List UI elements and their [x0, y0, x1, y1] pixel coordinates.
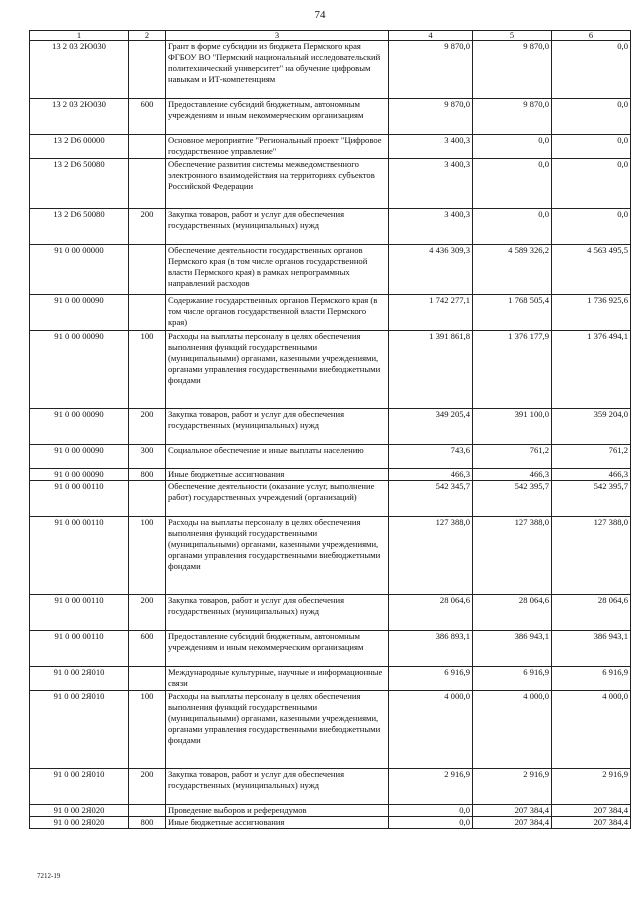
row-type-code: 200 [129, 409, 166, 445]
table-row [30, 817, 631, 829]
row-amount-3: 28 064,6 [552, 595, 631, 631]
table-row [30, 209, 631, 245]
row-code: 13 2 03 2Ю030 [30, 41, 129, 99]
column-header-amount-3: 6 [552, 31, 631, 41]
row-amount-2: 1 376 177,9 [473, 331, 552, 409]
row-amount-1: 542 345,7 [389, 481, 473, 517]
row-code: 91 0 00 00090 [30, 469, 129, 481]
row-type-code [129, 159, 166, 209]
table-row [30, 409, 631, 445]
row-amount-2: 127 388,0 [473, 517, 552, 595]
row-amount-1: 3 400,3 [389, 135, 473, 159]
row-type-code: 200 [129, 595, 166, 631]
row-code: 13 2 03 2Ю030 [30, 99, 129, 135]
row-amount-1: 4 436 309,3 [389, 245, 473, 295]
row-type-code: 100 [129, 691, 166, 769]
row-amount-2: 9 870,0 [473, 41, 552, 99]
row-type-code: 200 [129, 769, 166, 805]
row-amount-1: 743,6 [389, 445, 473, 469]
row-amount-2: 0,0 [473, 159, 552, 209]
row-amount-1: 0,0 [389, 805, 473, 817]
row-amount-1: 3 400,3 [389, 159, 473, 209]
table-row [30, 135, 631, 159]
row-amount-2: 761,2 [473, 445, 552, 469]
row-description: Расходы на выплаты персоналу в целях обеспечения выполнения функций государственными (муниципальными) органами, казенными учреждениями, органами управления государственными внебюджетными фондами [166, 691, 389, 769]
row-amount-1: 0,0 [389, 817, 473, 829]
row-amount-3: 0,0 [552, 209, 631, 245]
row-amount-3: 359 204,0 [552, 409, 631, 445]
row-description: Обеспечение развития системы межведомственного электронного взаимодействия на территориях субъектов Российской Федерации [166, 159, 389, 209]
row-amount-1: 1 391 861,8 [389, 331, 473, 409]
column-header-code: 1 [30, 31, 129, 41]
row-amount-1: 1 742 277,1 [389, 295, 473, 331]
row-description: Грант в форме субсидии из бюджета Пермского края ФГБОУ ВО "Пермский национальный исследовательский политехнический университет" на обучение цифровым навыкам и ИТ-компетенциям [166, 41, 389, 99]
row-description: Иные бюджетные ассигнования [166, 817, 389, 829]
row-description: Обеспечение деятельности (оказание услуг, выполнение работ) государственных учреждений (организаций) [166, 481, 389, 517]
row-code: 91 0 00 2Я010 [30, 769, 129, 805]
row-description: Закупка товаров, работ и услуг для обеспечения государственных (муниципальных) нужд [166, 769, 389, 805]
table-row [30, 245, 631, 295]
row-code: 13 2 D6 50080 [30, 209, 129, 245]
row-type-code: 600 [129, 99, 166, 135]
row-code: 13 2 D6 50080 [30, 159, 129, 209]
row-type-code [129, 245, 166, 295]
row-amount-2: 4 589 326,2 [473, 245, 552, 295]
row-amount-3: 466,3 [552, 469, 631, 481]
row-amount-2: 542 395,7 [473, 481, 552, 517]
table-row [30, 331, 631, 409]
footer-mark: 7212-19 [37, 872, 61, 880]
row-amount-2: 386 943,1 [473, 631, 552, 667]
row-code: 91 0 00 00090 [30, 445, 129, 469]
table-row [30, 667, 631, 691]
row-amount-2: 9 870,0 [473, 99, 552, 135]
row-type-code: 100 [129, 517, 166, 595]
budget-table [29, 30, 631, 829]
row-description: Проведение выборов и референдумов [166, 805, 389, 817]
row-amount-3: 0,0 [552, 135, 631, 159]
row-description: Закупка товаров, работ и услуг для обеспечения государственных (муниципальных) нужд [166, 409, 389, 445]
row-amount-2: 6 916,9 [473, 667, 552, 691]
row-amount-2: 0,0 [473, 209, 552, 245]
row-description: Обеспечение деятельности государственных органов Пермского края (в том числе органов государственной власти Пермского края) в рамках непрограммных направлений расходов [166, 245, 389, 295]
row-amount-1: 466,3 [389, 469, 473, 481]
table-row [30, 99, 631, 135]
row-code: 91 0 00 00000 [30, 245, 129, 295]
row-amount-2: 0,0 [473, 135, 552, 159]
row-type-code [129, 295, 166, 331]
row-type-code: 200 [129, 209, 166, 245]
row-amount-2: 207 384,4 [473, 805, 552, 817]
table-row [30, 631, 631, 667]
table-header-row [30, 31, 631, 41]
row-type-code: 300 [129, 445, 166, 469]
table-row [30, 805, 631, 817]
row-type-code [129, 41, 166, 99]
row-code: 91 0 00 00090 [30, 409, 129, 445]
table-row [30, 481, 631, 517]
table-row [30, 295, 631, 331]
row-amount-3: 127 388,0 [552, 517, 631, 595]
row-description: Социальное обеспечение и иные выплаты населению [166, 445, 389, 469]
row-code: 91 0 00 00110 [30, 517, 129, 595]
row-amount-1: 4 000,0 [389, 691, 473, 769]
row-amount-3: 0,0 [552, 99, 631, 135]
row-amount-3: 1 736 925,6 [552, 295, 631, 331]
row-amount-3: 6 916,9 [552, 667, 631, 691]
row-type-code: 100 [129, 331, 166, 409]
row-amount-3: 0,0 [552, 41, 631, 99]
row-type-code: 800 [129, 469, 166, 481]
row-description: Иные бюджетные ассигнования [166, 469, 389, 481]
row-description: Расходы на выплаты персоналу в целях обеспечения выполнения функций государственными (муниципальными) органами, казенными учреждениями, органами управления государственными внебюджетными фондами [166, 517, 389, 595]
row-amount-3: 386 943,1 [552, 631, 631, 667]
column-header-amount-2: 5 [473, 31, 552, 41]
row-description: Основное мероприятие "Региональный проект "Цифровое государственное управление" [166, 135, 389, 159]
table-body [30, 41, 631, 829]
row-type-code [129, 667, 166, 691]
table-row [30, 445, 631, 469]
row-amount-1: 2 916,9 [389, 769, 473, 805]
row-description: Международные культурные, научные и информационные связи [166, 667, 389, 691]
table-row [30, 517, 631, 595]
row-amount-2: 466,3 [473, 469, 552, 481]
row-code: 91 0 00 00110 [30, 481, 129, 517]
row-code: 91 0 00 00090 [30, 331, 129, 409]
row-amount-2: 1 768 505,4 [473, 295, 552, 331]
row-amount-1: 386 893,1 [389, 631, 473, 667]
row-amount-1: 6 916,9 [389, 667, 473, 691]
row-amount-3: 1 376 494,1 [552, 331, 631, 409]
row-amount-1: 349 205,4 [389, 409, 473, 445]
row-type-code: 800 [129, 817, 166, 829]
column-header-type: 2 [129, 31, 166, 41]
row-description: Закупка товаров, работ и услуг для обеспечения государственных (муниципальных) нужд [166, 595, 389, 631]
row-code: 91 0 00 00110 [30, 631, 129, 667]
table-row [30, 691, 631, 769]
row-amount-2: 28 064,6 [473, 595, 552, 631]
row-description: Предоставление субсидий бюджетным, автономным учреждениям и иным некоммерческим организациям [166, 99, 389, 135]
row-description: Содержание государственных органов Пермского края (в том числе органов государственной власти Пермского края) [166, 295, 389, 331]
row-amount-1: 9 870,0 [389, 99, 473, 135]
row-amount-3: 4 000,0 [552, 691, 631, 769]
row-code: 91 0 00 00090 [30, 295, 129, 331]
row-type-code [129, 805, 166, 817]
row-description: Предоставление субсидий бюджетным, автономным учреждениям и иным некоммерческим организациям [166, 631, 389, 667]
row-code: 91 0 00 2Я020 [30, 817, 129, 829]
row-code: 91 0 00 2Я020 [30, 805, 129, 817]
row-amount-2: 2 916,9 [473, 769, 552, 805]
row-amount-2: 4 000,0 [473, 691, 552, 769]
row-type-code: 600 [129, 631, 166, 667]
page-number: 74 [314, 9, 326, 21]
row-amount-3: 542 395,7 [552, 481, 631, 517]
table-row [30, 41, 631, 99]
row-type-code [129, 135, 166, 159]
row-code: 13 2 D6 00000 [30, 135, 129, 159]
row-amount-1: 9 870,0 [389, 41, 473, 99]
column-header-description: 3 [166, 31, 389, 41]
row-amount-3: 0,0 [552, 159, 631, 209]
table-row [30, 159, 631, 209]
table-row [30, 595, 631, 631]
row-description: Расходы на выплаты персоналу в целях обеспечения выполнения функций государственными (муниципальными) органами, казенными учреждениями, органами управления государственными внебюджетными фондами [166, 331, 389, 409]
row-description: Закупка товаров, работ и услуг для обеспечения государственных (муниципальных) нужд [166, 209, 389, 245]
row-amount-3: 2 916,9 [552, 769, 631, 805]
row-type-code [129, 481, 166, 517]
row-amount-2: 391 100,0 [473, 409, 552, 445]
row-amount-1: 127 388,0 [389, 517, 473, 595]
row-amount-3: 207 384,4 [552, 805, 631, 817]
row-code: 91 0 00 2Я010 [30, 691, 129, 769]
table-row [30, 469, 631, 481]
row-code: 91 0 00 2Я010 [30, 667, 129, 691]
row-amount-3: 207 384,4 [552, 817, 631, 829]
column-header-amount-1: 4 [389, 31, 473, 41]
row-amount-3: 761,2 [552, 445, 631, 469]
row-amount-1: 3 400,3 [389, 209, 473, 245]
row-amount-1: 28 064,6 [389, 595, 473, 631]
row-code: 91 0 00 00110 [30, 595, 129, 631]
row-amount-3: 4 563 495,5 [552, 245, 631, 295]
row-amount-2: 207 384,4 [473, 817, 552, 829]
table-row [30, 769, 631, 805]
